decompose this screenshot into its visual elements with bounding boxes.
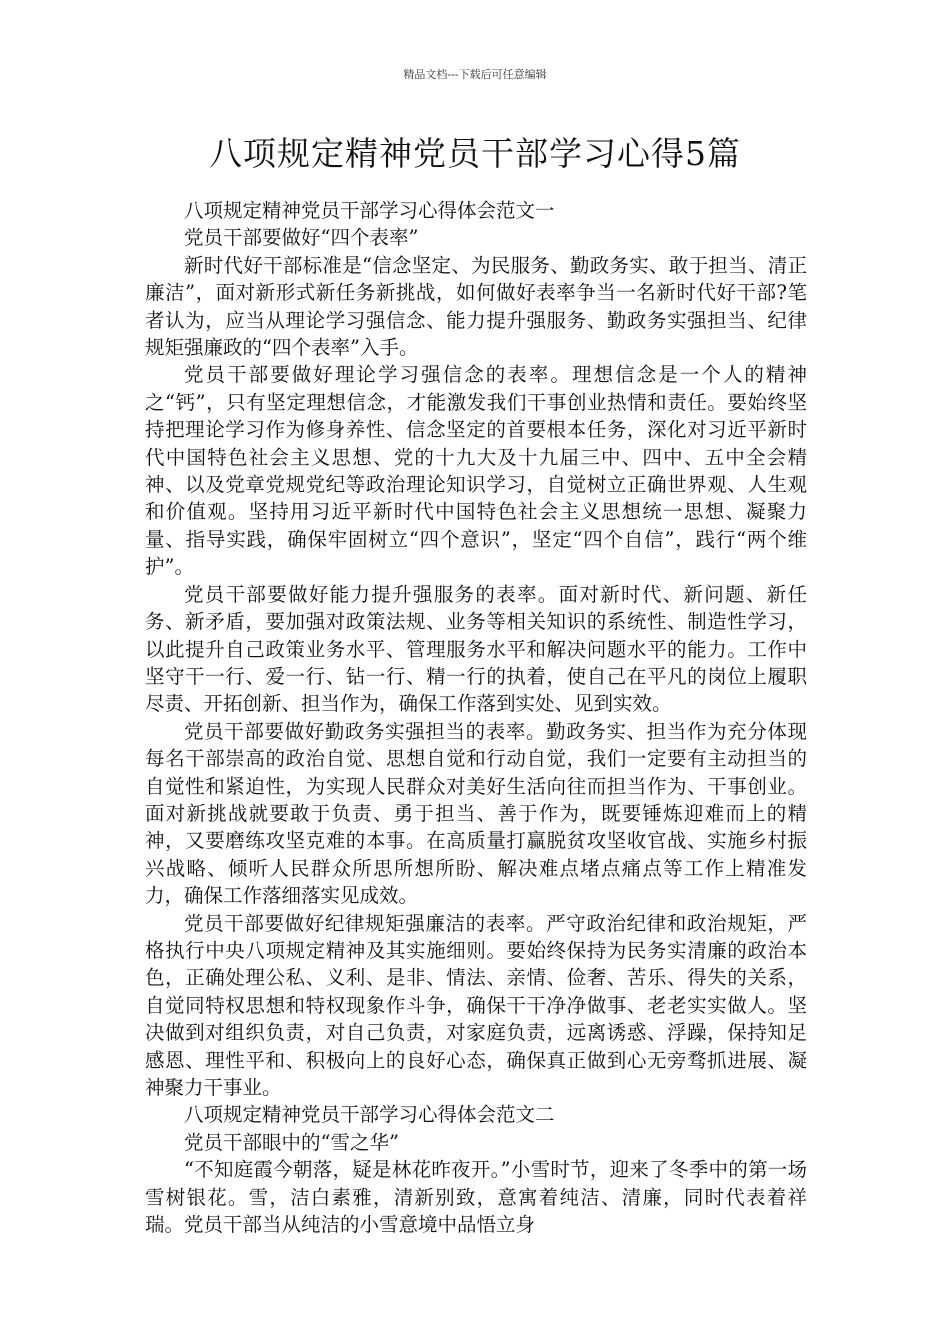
paragraph: 党员干部要做好纪律规矩强廉洁的表率。严守政治纪律和政治规矩，严格执行中央八项规定精神及其实施细则。要始终保持为民务实清廉的政治本色，正确处理公私、义利、是非、情法、亲情、俭奢、苦乐、得失的关系，自觉同特权思想和特权现象作斗争，确保干干净净做事、老老实实做人。坚决做到对组织负责，对自己负责，对家庭负责，远离诱惑、浮躁，保持知足感恩、理性平和、积极向上的良好心态，确保真正做到心无旁骛抓进展、凝神聚力干事业。 <box>145 911 807 1099</box>
paragraph: 党员干部要做好勤政务实强担当的表率。勤政务实、担当作为充分体现每名干部崇高的政治自觉、思想自觉和行动自觉，我们一定要有主动担当的自觉性和紧迫性，为实现人民群众对美好生活向往而担当作为、干事创业。面对新挑战就要敢于负责、勇于担当、善于作为，既要锤炼迎难而上的精神，又要磨练攻坚克难的本事。在高质量打赢脱贫攻坚收官战、实施乡村振兴战略、倾听人民群众所思所想所盼、解决难点堵点痛点等工作上精准发力，确保工作落细落实见成效。 <box>145 719 807 908</box>
paragraph: “不知庭霞今朝落，疑是林花昨夜开。”小雪时节，迎来了冬季中的第一场雪树银花。雪，洁白素雅，清新别致，意寓着纯洁、清廉，同时代表着祥瑞。党员干部当从纯洁的小雪意境中品悟立身 <box>145 1158 807 1237</box>
subheading-1: 党员干部要做好“四个表率” <box>184 226 419 250</box>
section-heading-2: 八项规定精神党员干部学习心得体会范文二 <box>184 1103 555 1127</box>
section-heading-1: 八项规定精神党员干部学习心得体会范文一 <box>184 199 555 222</box>
paragraph: 党员干部要做好理论学习强信念的表率。理想信念是一个人的精神之“钙”，只有坚定理想信念，才能激发我们干事创业热情和责任。要始终坚持把理论学习作为修身养性、信念坚定的首要根本任务，深化对习近平新时代中国特色社会主义思想、党的十九大及十九届三中、四中、五中全会精神、以及党章党规党纪等政治理论知识学习，自觉树立正确世界观、人生观和价值观。坚持用习近平新时代中国特色社会主义思想统一思想、凝聚力量、指导实践，确保牢固树立“四个意识”，坚定“四个自信”，践行“两个维护”。 <box>145 363 807 579</box>
document-body <box>145 197 807 1238</box>
paragraph: 党员干部要做好能力提升强服务的表率。面对新时代、新问题、新任务、新矛盾，要加强对政策法规、业务等相关知识的系统性、制造性学习，以此提升自己政策业务水平、管理服务水平和解决问题水平的能力。工作中坚守干一行、爱一行、钻一行、精一行的执着，使自己在平凡的岗位上履职尽责、开拓创新、担当作为，确保工作落到实处、见到实效。 <box>145 582 807 716</box>
document-title: 八项规定精神党员干部学习心得5篇 <box>209 134 741 173</box>
subheading-2: 党员干部眼中的“雪之华” <box>184 1130 399 1154</box>
page-header: 精品文档---下载后可任意编辑 <box>403 68 547 81</box>
paragraph: 新时代好干部标准是“信念坚定、为民服务、勤政务实、敢于担当、清正廉洁”，面对新形式新任务新挑战，如何做好表率争当一名新时代好干部?笔者认为，应当从理论学习强信念、能力提升强服务、勤政务实强担当、纪律规矩强廉政的“四个表率”入手。 <box>145 253 807 360</box>
